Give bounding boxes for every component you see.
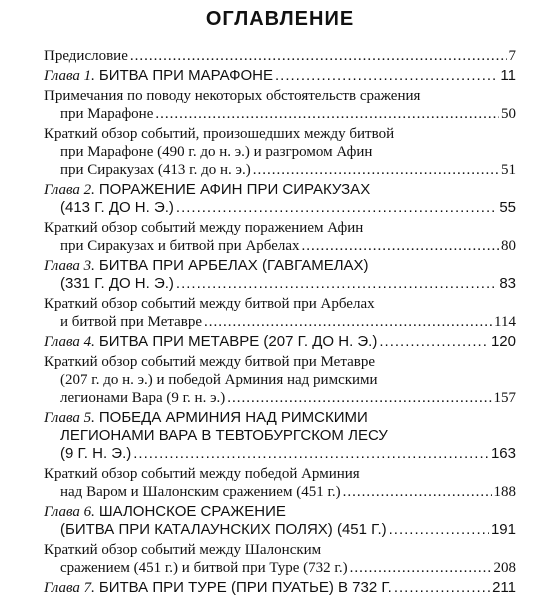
toc-line [44, 333, 516, 351]
entry-text: сражением (451 г.) и битвой при Туре (732 г.) [60, 560, 348, 576]
toc-line [44, 579, 516, 597]
leader-dots [350, 559, 492, 577]
toc-line [44, 295, 516, 313]
chapter-label: Глава 5. [44, 410, 95, 426]
entry-text: (331 Г. ДО Н. Э.) [60, 275, 174, 292]
chapter-label: Глава 4. [44, 334, 95, 350]
entry-text: над Варом и Шалонским сражением (451 г.) [60, 484, 341, 500]
entry-text: при Марафоне (490 г. до н. э.) и разгромом Афин [60, 144, 373, 160]
toc-chapter-entry[interactable] [44, 333, 516, 351]
toc-line [44, 161, 516, 179]
page-number: 50 [501, 106, 516, 122]
leader-dots [302, 237, 499, 255]
page-number: 157 [493, 390, 516, 406]
leader-dots [379, 333, 489, 351]
toc-section-entry[interactable] [44, 541, 516, 577]
page-number: 163 [490, 445, 516, 462]
entry-text: (207 г. до н. э.) и победой Арминия над римскими [60, 372, 378, 388]
leader-dots [176, 199, 497, 217]
entry-text: при Сиракузах (413 г. до н. э.) [60, 162, 251, 178]
entry-text: Краткий обзор событий, произошедших между битвой [44, 126, 395, 142]
chapter-label: Глава 3. [44, 258, 95, 274]
leader-dots [133, 445, 489, 463]
page-number: 188 [493, 484, 516, 500]
toc-line [44, 371, 516, 389]
toc-line [44, 47, 516, 65]
toc-line [44, 313, 516, 331]
entry-text: при Сиракузах и битвой при Арбелах [60, 238, 300, 254]
page-number: 83 [499, 275, 516, 292]
toc-chapter-entry[interactable] [44, 579, 516, 597]
toc-line [44, 483, 516, 501]
toc-chapter-entry[interactable] [44, 67, 516, 85]
toc-line [44, 465, 516, 483]
page-number: 191 [490, 521, 516, 538]
entry-text: Примечания по поводу некоторых обстоятельств сражения [44, 88, 421, 104]
toc-line [44, 275, 516, 293]
leader-dots [394, 579, 490, 597]
chapter-label: Глава 7. [44, 580, 95, 596]
toc-chapter-entry[interactable] [44, 409, 516, 463]
toc-line [44, 503, 516, 521]
entry-text: легионами Вара (9 г. н. э.) [60, 390, 226, 406]
entry-text: (9 Г. Н. Э.) [60, 445, 132, 462]
entry-text: при Марафоне [60, 106, 154, 122]
toc-line [44, 521, 516, 539]
page-number: 211 [492, 579, 516, 596]
toc-line [44, 105, 516, 123]
toc-line [44, 541, 516, 559]
page-number: 11 [500, 67, 516, 84]
toc-line [44, 181, 516, 199]
entry-text: (413 Г. ДО Н. Э.) [60, 199, 174, 216]
toc-line [44, 125, 516, 143]
leader-dots [130, 47, 507, 65]
toc-line [44, 199, 516, 217]
page-title: ОГЛАВЛЕНИЕ [205, 8, 355, 30]
toc-section-entry[interactable] [44, 87, 516, 123]
entry-text: Краткий обзор событий между битвой при Арбелах [44, 296, 375, 312]
entry-text: ЛЕГИОНАМИ ВАРА В ТЕВТОБУРГСКОМ ЛЕСУ [60, 427, 388, 444]
page-number: 114 [494, 314, 516, 330]
toc-line [44, 409, 516, 427]
entry-text: БИТВА ПРИ МАРАФОНЕ [98, 67, 273, 84]
chapter-label: Глава 1. [44, 68, 95, 84]
leader-dots [253, 161, 499, 179]
leader-dots [389, 521, 489, 539]
entry-text: Краткий обзор событий между победой Арминия [44, 466, 360, 482]
toc-chapter-entry[interactable] [44, 257, 516, 293]
toc-chapter-entry[interactable] [44, 181, 516, 217]
toc-line [44, 219, 516, 237]
leader-dots [204, 313, 492, 331]
entry-text: ПОБЕДА АРМИНИЯ НАД РИМСКИМИ [98, 409, 368, 426]
toc-line [44, 87, 516, 105]
leader-dots [155, 105, 499, 123]
toc-section-entry[interactable] [44, 353, 516, 407]
toc-section-entry[interactable] [44, 465, 516, 501]
toc-line [44, 559, 516, 577]
chapter-label: Глава 6. [44, 504, 95, 520]
entry-text: (БИТВА ПРИ КАТАЛАУНСКИХ ПОЛЯХ) (451 Г.) [60, 521, 387, 538]
page-number: 120 [490, 333, 516, 350]
entry-text: ШАЛОНСКОЕ СРАЖЕНИЕ [98, 503, 286, 520]
leader-dots [227, 389, 491, 407]
toc-section-entry[interactable] [44, 47, 516, 65]
chapter-label: Глава 2. [44, 182, 95, 198]
toc-line [44, 67, 516, 85]
toc-section-entry[interactable] [44, 219, 516, 255]
toc-line [44, 389, 516, 407]
table-of-contents [44, 47, 516, 599]
entry-text: и битвой при Метавре [60, 314, 202, 330]
page-number: 55 [499, 199, 516, 216]
entry-text: Краткий обзор событий между битвой при Метавре [44, 354, 375, 370]
toc-line [44, 143, 516, 161]
page-number: 80 [501, 238, 516, 254]
page-number: 51 [501, 162, 516, 178]
toc-section-entry[interactable] [44, 295, 516, 331]
toc-line [44, 353, 516, 371]
entry-text: Краткий обзор событий между Шалонским [44, 542, 322, 558]
toc-line [44, 427, 516, 445]
leader-dots [343, 483, 492, 501]
page-number: 7 [508, 48, 516, 64]
entry-text: БИТВА ПРИ АРБЕЛАХ (ГАВГАМЕЛАХ) [98, 257, 369, 274]
leader-dots [176, 275, 497, 293]
entry-text: Краткий обзор событий между поражением Афин [44, 220, 364, 236]
entry-text: БИТВА ПРИ МЕТАВРЕ (207 Г. ДО Н. Э.) [98, 333, 378, 350]
entry-text: Предисловие [44, 48, 128, 64]
toc-line [44, 237, 516, 255]
page-number: 208 [493, 560, 516, 576]
toc-chapter-entry[interactable] [44, 503, 516, 539]
entry-text: ПОРАЖЕНИЕ АФИН ПРИ СИРАКУЗАХ [98, 181, 371, 198]
toc-line [44, 445, 516, 463]
toc-line [44, 257, 516, 275]
entry-text: БИТВА ПРИ ТУРЕ (ПРИ ПУАТЬЕ) В 732 Г. [98, 579, 392, 596]
toc-section-entry[interactable] [44, 125, 516, 179]
leader-dots [275, 67, 498, 85]
